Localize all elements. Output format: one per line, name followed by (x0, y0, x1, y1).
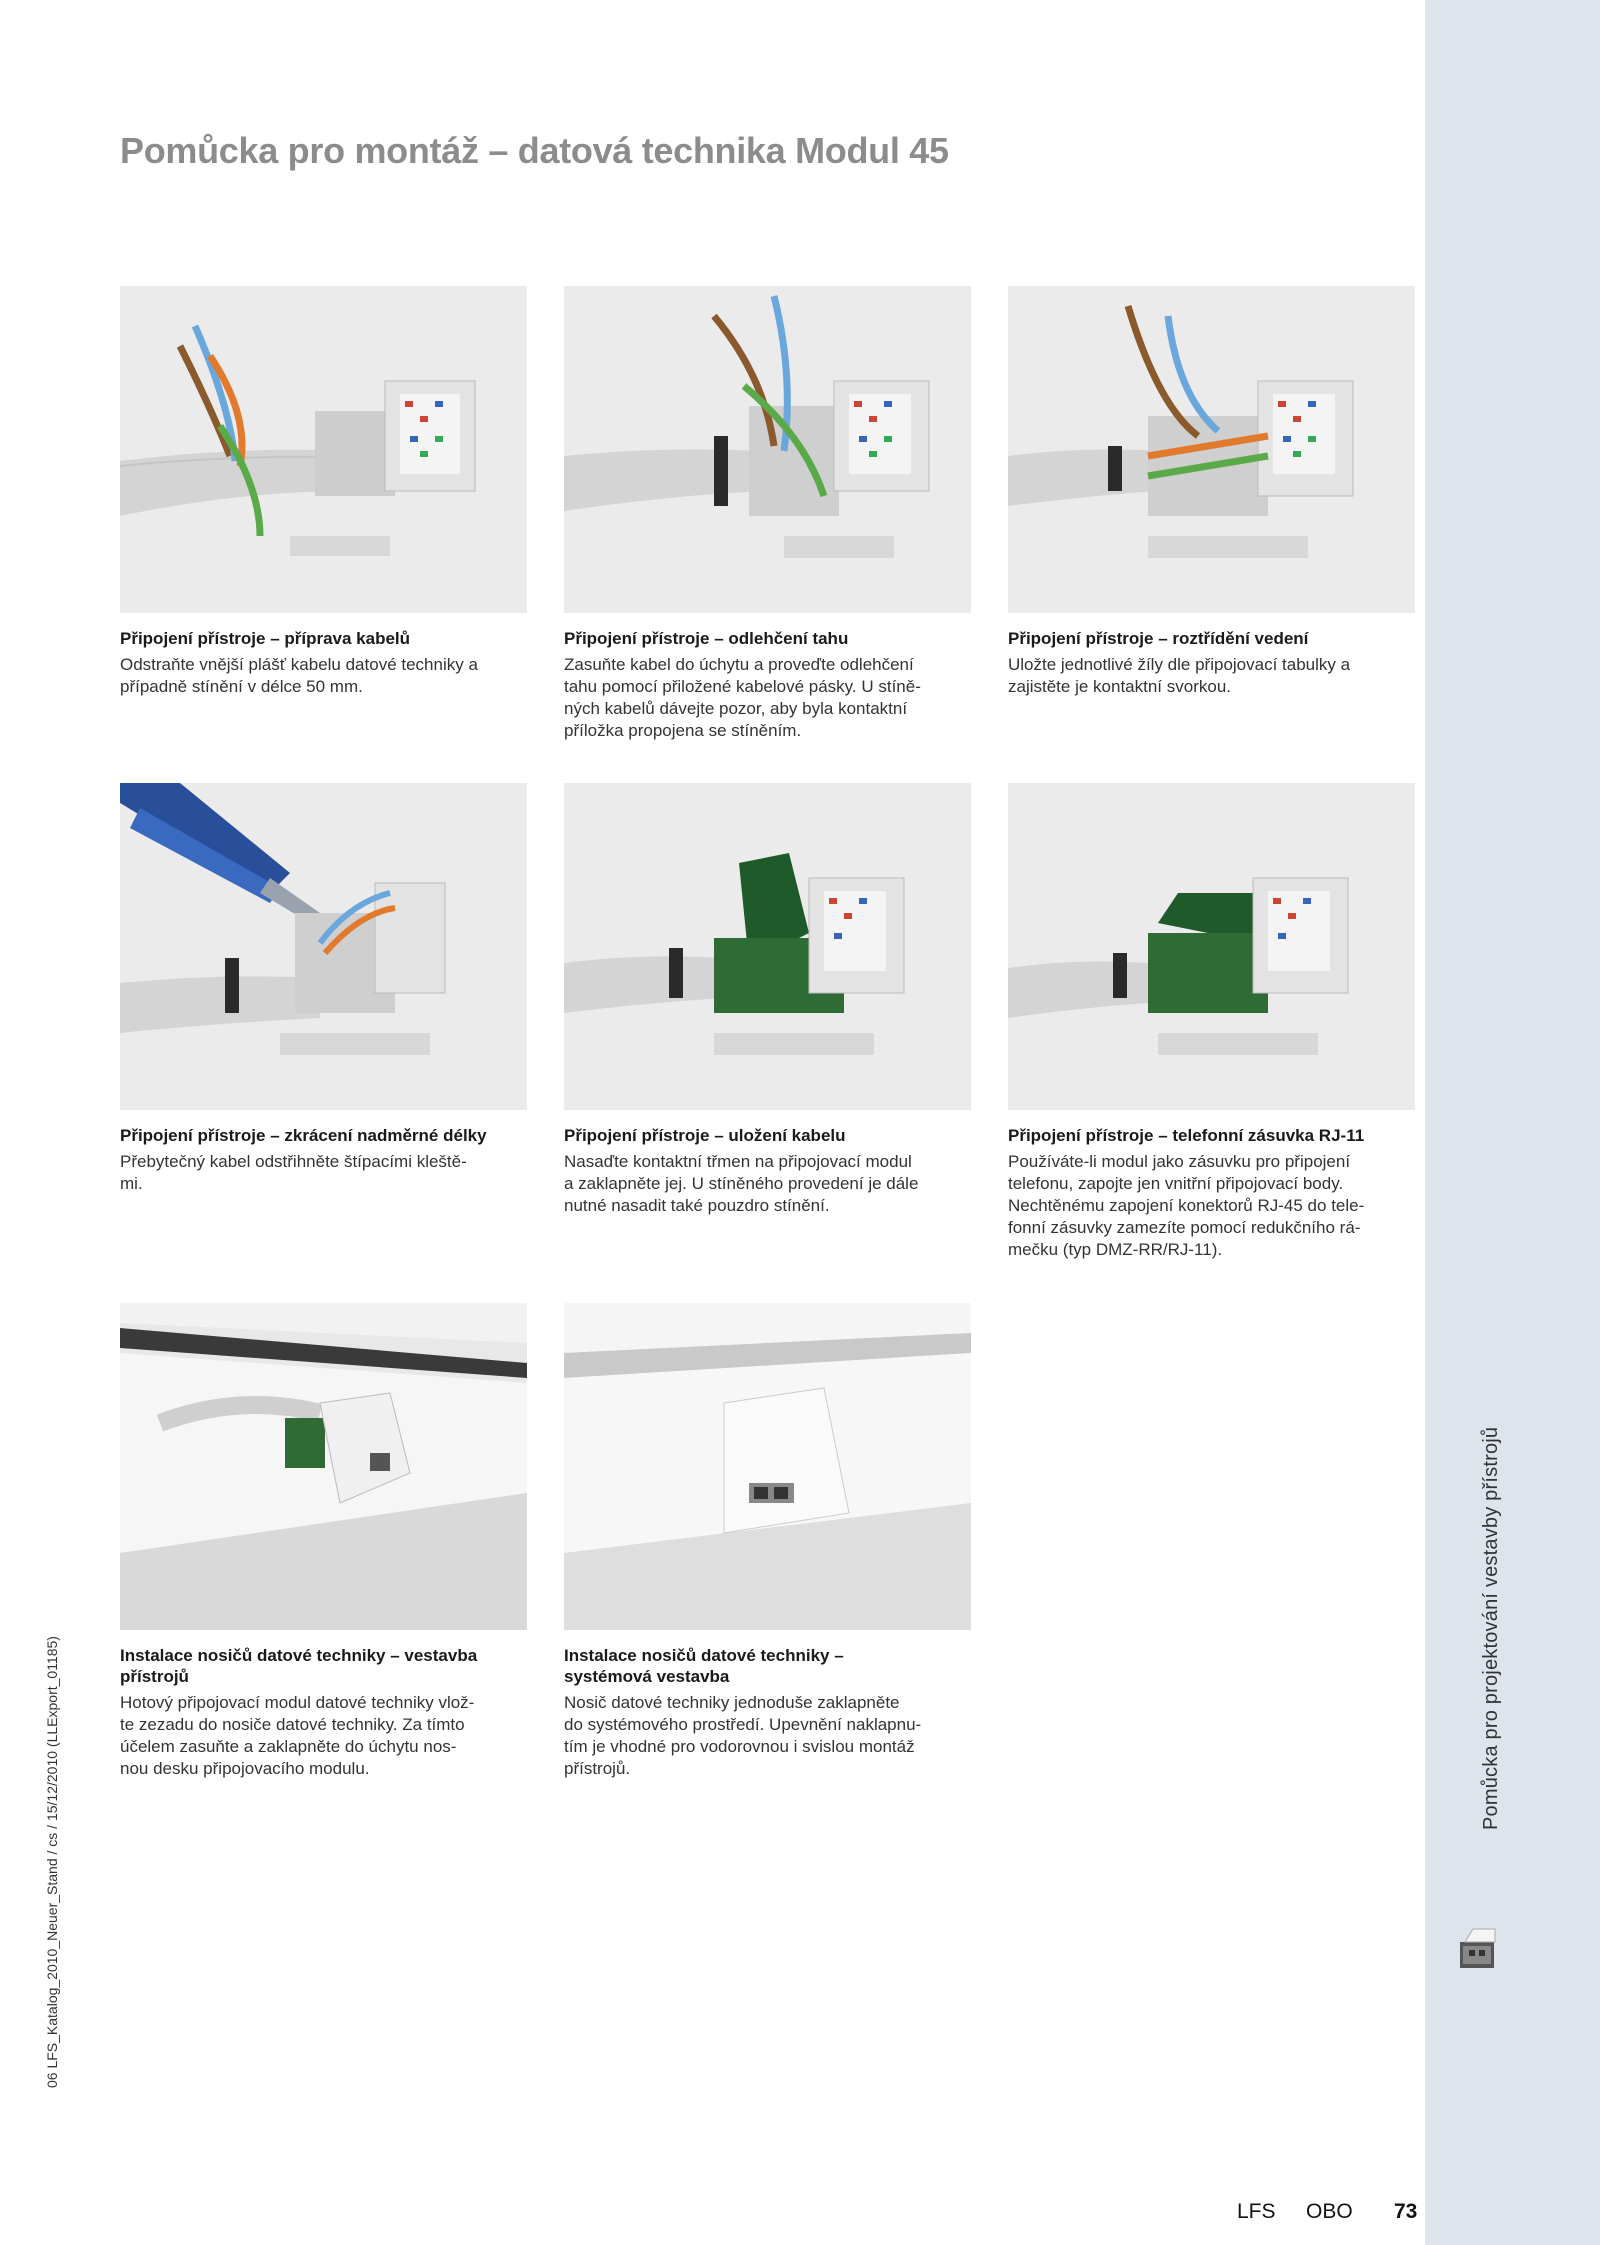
step-card-device-installation (120, 1303, 527, 1780)
card-title: Připojení přístroje – příprava kabelů (120, 629, 411, 648)
card-title: Připojení přístroje – zkrácení nadměrné délky (120, 1126, 487, 1145)
cable-placement-photo (564, 783, 971, 1110)
footer-brand-obo: OBO (1306, 2200, 1353, 2223)
footer-brand-lfs: LFS (1237, 2200, 1276, 2223)
device-socket-icon (1459, 1926, 1499, 1970)
step-card-cable-placement (564, 783, 971, 1217)
page-title: Pomůcka pro montáž – datová technika Modul 45 (120, 130, 949, 171)
card-description: Nosič datové techniky jednoduše zaklapněte do systémového prostředí. Upevnění naklapnu- tím je vhodné pro vodorovnou i svislou montáž přístrojů. (564, 1693, 922, 1778)
page-number: 73 (1394, 2200, 1418, 2223)
card-title: Připojení přístroje – odlehčení tahu (564, 629, 849, 648)
card-title: Připojení přístroje – telefonní zásuvka RJ-11 (1008, 1126, 1365, 1145)
step-card-trim-excess (120, 783, 527, 1195)
card-description: Uložte jednotlivé žíly dle připojovací tabulky a zajistěte je kontaktní svorkou. (1008, 655, 1351, 696)
device-installation-photo (120, 1303, 527, 1630)
strain-relief-photo (564, 286, 971, 613)
card-description: Přebytečný kabel odstřihněte štípacími kleště- mi. (120, 1152, 467, 1193)
card-title: Připojení přístroje – uložení kabelu (564, 1126, 846, 1145)
step-card-system-installation (564, 1303, 971, 1780)
card-description: Odstraňte vnější plášť kabelu datové techniky a případně stínění v délce 50 mm. (120, 655, 478, 696)
side-band (1425, 0, 1600, 2245)
step-card-wire-sorting (1008, 286, 1415, 698)
system-installation-photo (564, 1303, 971, 1630)
card-description: Zasuňte kabel do úchytu a proveďte odlehčení tahu pomocí přiložené kabelové pásky. U stíně- ných kabelů dávejte pozor, aby byla kontaktní příložka propojena se stíněním. (564, 655, 921, 740)
card-title: Instalace nosičů datové techniky – systémová vestavba (564, 1646, 844, 1686)
document-code: 06 LFS_Katalog_2010_Neuer_Stand / cs / 15/12/2010 (LLExport_01185) (44, 1636, 60, 2088)
step-card-cable-prep (120, 286, 527, 698)
step-card-strain-relief (564, 286, 971, 742)
card-description: Používáte-li modul jako zásuvku pro připojení telefonu, zapojte jen vnitřní připojovací body. Nechtěnému zapojení konektorů RJ-45 do tele- fonní zásuvky zamezíte pomocí redukčního rá- mečku (typ DMZ-RR/RJ-11). (1008, 1152, 1365, 1259)
wire-sorting-photo (1008, 286, 1415, 613)
cable-preparation-photo (120, 286, 527, 613)
card-title: Připojení přístroje – roztřídění vedení (1008, 629, 1309, 648)
step-card-rj11-socket (1008, 783, 1415, 1261)
trim-excess-photo (120, 783, 527, 1110)
card-title: Instalace nosičů datové techniky – vestavba přístrojů (120, 1646, 478, 1686)
side-section-label: Pomůcka pro projektování vestavby přístrojů (1480, 1426, 1502, 1830)
card-description: Nasaďte kontaktní třmen na připojovací modul a zaklapněte jej. U stíněného provedení je dále nutné nasadit také pouzdro stínění. (564, 1152, 919, 1215)
card-description: Hotový připojovací modul datové techniky vlož- te zezadu do nosiče datové techniky. Za tímto účelem zasuňte a zaklapněte do úchytu nos- nou desku připojovacího modulu. (120, 1693, 475, 1778)
rj11-socket-photo (1008, 783, 1415, 1110)
